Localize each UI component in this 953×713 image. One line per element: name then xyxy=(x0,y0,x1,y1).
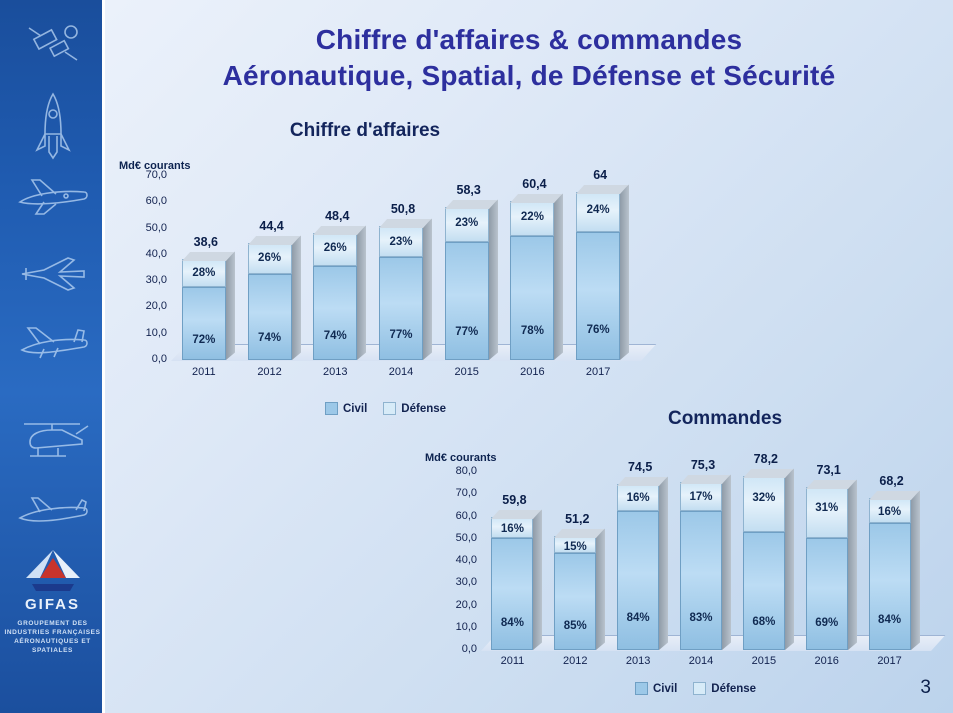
civil-share-label: 77% xyxy=(455,326,479,339)
page-title-line1: Chiffre d'affaires & commandes xyxy=(315,24,743,55)
rocket-icon xyxy=(0,90,105,160)
bar-segment-defense xyxy=(313,233,357,266)
defense-share-label: 32% xyxy=(752,492,776,505)
civil-share-label: 83% xyxy=(689,612,713,625)
civil-share-label: 74% xyxy=(323,330,347,343)
bar-2014 xyxy=(680,482,722,650)
bar-total-label: 50,8 xyxy=(390,202,416,217)
civil-share-label: 84% xyxy=(626,612,650,625)
x-tick-label-2013: 2013 xyxy=(625,655,651,667)
bar-side-face xyxy=(596,529,605,650)
bar-segment-civil xyxy=(680,511,722,650)
bar-2012 xyxy=(248,243,292,360)
bar-2017 xyxy=(576,192,620,360)
bar-top-face xyxy=(680,475,730,484)
civil-share-label: 68% xyxy=(752,616,776,629)
fighter-jet-icon xyxy=(0,248,105,300)
military-transport-icon xyxy=(0,318,105,372)
legend-item-civil xyxy=(325,402,367,415)
bar-segment-defense xyxy=(510,201,554,236)
y-tick-label: 40,0 xyxy=(145,247,167,260)
bar-top-face xyxy=(445,200,497,209)
defense-share-label: 16% xyxy=(626,492,650,505)
x-tick-label-2015: 2015 xyxy=(454,366,479,378)
bar-segment-civil xyxy=(743,532,785,650)
bar-total-label: 59,8 xyxy=(502,492,527,507)
x-tick-label-2011: 2011 xyxy=(192,366,216,378)
y-tick-label: 50,0 xyxy=(455,531,477,544)
bar-side-face xyxy=(911,491,920,650)
bar-segment-defense xyxy=(743,476,785,532)
bar-2015 xyxy=(743,476,785,650)
legend-label-defense: Défense xyxy=(711,682,757,695)
y-tick-label: 60,0 xyxy=(455,509,477,522)
decorative-sidebar xyxy=(0,0,105,713)
chart2-plot-area xyxy=(481,452,921,650)
logo-mark xyxy=(22,548,84,594)
airliner-icon xyxy=(0,172,105,224)
y-tick-label: 70,0 xyxy=(455,487,477,500)
bar-top-face xyxy=(806,480,856,489)
bar-side-face xyxy=(292,236,301,360)
bar-total-label: 64 xyxy=(593,167,608,182)
chart1-y-axis xyxy=(105,169,167,366)
x-tick-label-2016: 2016 xyxy=(814,655,839,667)
x-tick-label-2017: 2017 xyxy=(877,655,902,667)
x-tick-label-2015: 2015 xyxy=(751,655,777,667)
bar-2017 xyxy=(869,498,911,650)
y-tick-label: 30,0 xyxy=(455,576,477,589)
chart-title-commandes: Commandes xyxy=(667,408,783,429)
defense-share-label: 23% xyxy=(389,235,413,248)
y-tick-label: 80,0 xyxy=(455,465,477,477)
chart2-unit-label: Md€ courants xyxy=(425,452,497,464)
bar-segment-civil xyxy=(617,511,659,650)
bar-top-face xyxy=(869,491,919,500)
bar-segment-civil xyxy=(182,287,226,360)
civil-share-label: 77% xyxy=(389,328,413,341)
y-tick-label: 10,0 xyxy=(145,326,167,339)
bar-2011 xyxy=(182,259,226,360)
bar-segment-civil xyxy=(491,538,533,650)
bar-total-label: 51,2 xyxy=(565,512,590,527)
bar-top-face xyxy=(617,477,667,486)
legend-swatch-civil xyxy=(635,682,648,695)
x-tick-label-2012: 2012 xyxy=(257,366,282,378)
defense-share-label: 16% xyxy=(500,523,524,536)
y-tick-label: 50,0 xyxy=(145,221,167,234)
bar-segment-defense xyxy=(379,226,423,257)
civil-share-label: 74% xyxy=(258,331,282,344)
bar-total-label: 48,4 xyxy=(325,208,350,223)
bar-side-face xyxy=(620,184,629,360)
y-tick-label: 30,0 xyxy=(145,274,167,287)
bar-total-label: 68,2 xyxy=(879,474,904,489)
bar-top-face xyxy=(576,185,628,194)
legend-label-civil: Civil xyxy=(343,402,368,415)
bar-side-face xyxy=(785,468,794,650)
y-tick-label: 70,0 xyxy=(145,169,167,181)
bar-segment-defense xyxy=(680,482,722,510)
civil-share-label: 78% xyxy=(520,325,544,338)
bar-segment-civil xyxy=(869,523,911,650)
bar-total-label: 44,4 xyxy=(259,219,284,234)
defense-share-label: 16% xyxy=(878,505,902,518)
logo-wordmark: GIFAS xyxy=(24,596,80,613)
x-tick-label-2016: 2016 xyxy=(520,366,545,378)
civil-share-label: 76% xyxy=(586,324,610,337)
bar-top-face xyxy=(182,252,234,261)
bar-segment-civil xyxy=(379,257,423,360)
bar-side-face xyxy=(357,225,366,360)
slide-body xyxy=(105,0,953,713)
civil-share-label: 85% xyxy=(563,619,587,632)
bar-2016 xyxy=(806,487,848,650)
bar-2013 xyxy=(617,484,659,650)
bar-segment-civil xyxy=(576,232,620,360)
x-tick-label-2013: 2013 xyxy=(323,366,348,378)
bar-side-face xyxy=(722,475,731,650)
logo-subtitle: GROUPEMENT DES INDUSTRIES FRANÇAISES AÉRONAUTIQUES ET SPATIALES xyxy=(4,620,101,654)
bar-segment-defense xyxy=(491,517,533,538)
bar-side-face xyxy=(554,194,563,360)
bar-segment-civil xyxy=(445,242,489,360)
business-jet-icon xyxy=(0,490,105,542)
bar-total-label: 58,3 xyxy=(456,182,481,197)
bar-top-face xyxy=(743,469,793,478)
bar-segment-civil xyxy=(806,538,848,650)
legend-label-defense: Défense xyxy=(401,402,447,415)
bar-side-face xyxy=(489,199,498,360)
bar-top-face xyxy=(554,529,604,538)
legend-item-defense xyxy=(383,402,446,415)
legend-swatch-defense xyxy=(383,402,396,415)
bar-segment-defense xyxy=(554,536,596,553)
bar-side-face xyxy=(848,480,857,650)
bar-side-face xyxy=(226,251,235,360)
bar-total-label: 60,4 xyxy=(522,177,547,192)
legend-item-defense xyxy=(693,682,756,695)
y-tick-label: 0,0 xyxy=(151,353,167,365)
bar-side-face xyxy=(533,509,542,650)
civil-share-label: 72% xyxy=(192,334,216,347)
bar-top-face xyxy=(379,219,431,228)
bar-side-face xyxy=(659,477,668,650)
page-title-line2: Aéronautique, Spatial, de Défense et Sécurité xyxy=(222,60,836,91)
legend-label-civil: Civil xyxy=(653,682,678,695)
y-tick-label: 10,0 xyxy=(455,620,477,633)
bar-2016 xyxy=(510,201,554,360)
page-number: 3 xyxy=(920,677,931,698)
bar-segment-defense xyxy=(806,487,848,537)
bar-total-label: 78,2 xyxy=(753,452,779,467)
chart1-unit-label: Md€ courants xyxy=(119,160,191,172)
legend-swatch-defense xyxy=(693,682,706,695)
chart2-y-axis xyxy=(415,465,477,655)
civil-share-label: 69% xyxy=(815,617,839,630)
y-tick-label: 20,0 xyxy=(145,300,167,313)
legend-item-civil xyxy=(635,682,677,695)
bar-top-face xyxy=(313,226,365,235)
bar-2013 xyxy=(313,233,357,360)
bar-top-face xyxy=(248,236,300,245)
x-tick-label-2014: 2014 xyxy=(388,366,414,378)
y-tick-label: 20,0 xyxy=(455,598,477,611)
bar-total-label: 75,3 xyxy=(690,458,716,473)
bar-2015 xyxy=(445,207,489,360)
y-tick-label: 60,0 xyxy=(145,195,167,208)
bar-2012 xyxy=(554,536,596,650)
bar-segment-civil xyxy=(510,236,554,360)
bar-2014 xyxy=(379,226,423,360)
civil-share-label: 84% xyxy=(500,617,524,630)
satellite-icon xyxy=(0,18,105,70)
defense-share-label: 22% xyxy=(520,211,544,224)
bar-total-label: 38,6 xyxy=(193,234,219,249)
bar-top-face xyxy=(510,194,562,203)
x-tick-label-2014: 2014 xyxy=(688,655,714,667)
bar-segment-defense xyxy=(617,484,659,511)
gifas-logo xyxy=(0,548,105,655)
defense-share-label: 15% xyxy=(563,541,587,554)
x-tick-label-2012: 2012 xyxy=(563,655,588,667)
bar-segment-defense xyxy=(182,259,226,287)
y-tick-label: 40,0 xyxy=(455,554,477,566)
x-tick-label-2011: 2011 xyxy=(500,655,525,667)
bar-2011 xyxy=(491,517,533,650)
chart1-plot-area xyxy=(171,167,631,360)
chart2-legend xyxy=(635,682,756,695)
bar-segment-civil xyxy=(248,274,292,360)
bar-segment-defense xyxy=(248,243,292,273)
legend-swatch-civil xyxy=(325,402,338,415)
defense-share-label: 23% xyxy=(455,217,479,230)
bar-segment-defense xyxy=(869,498,911,522)
bar-segment-civil xyxy=(313,266,357,360)
chart-title-chiffre-affaires: Chiffre d'affaires xyxy=(289,120,441,141)
chart1-legend xyxy=(325,402,446,415)
bar-side-face xyxy=(423,219,432,360)
defense-share-label: 24% xyxy=(586,203,610,216)
defense-share-label: 28% xyxy=(192,266,216,279)
page-title xyxy=(105,22,953,94)
civil-share-label: 84% xyxy=(878,614,902,627)
bar-segment-defense xyxy=(445,207,489,242)
bar-segment-civil xyxy=(554,553,596,650)
bar-top-face xyxy=(491,510,541,519)
y-tick-label: 0,0 xyxy=(461,643,477,655)
helicopter-icon xyxy=(0,410,105,466)
bar-segment-defense xyxy=(576,192,620,232)
defense-share-label: 26% xyxy=(258,252,282,265)
defense-share-label: 17% xyxy=(689,490,713,503)
x-tick-label-2017: 2017 xyxy=(585,366,611,378)
defense-share-label: 31% xyxy=(815,501,839,514)
bar-total-label: 73,1 xyxy=(816,463,841,478)
bar-total-label: 74,5 xyxy=(627,460,653,475)
defense-share-label: 26% xyxy=(323,242,347,255)
